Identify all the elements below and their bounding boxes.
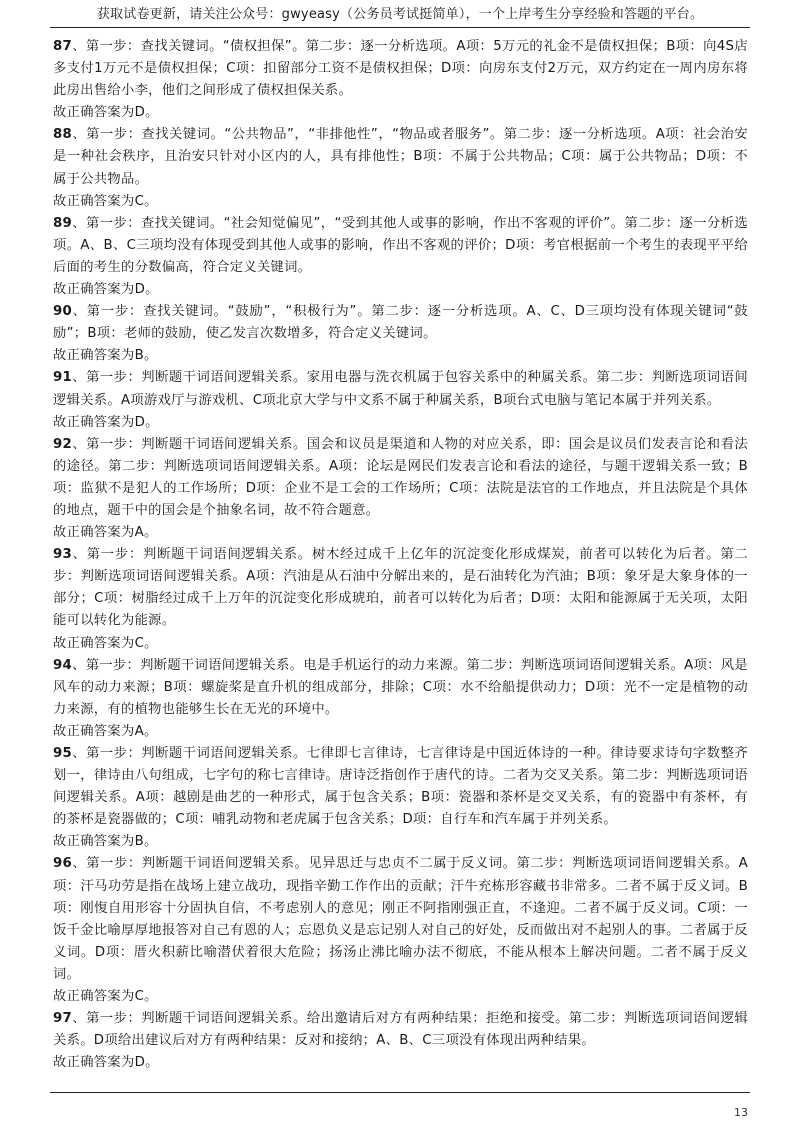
explanation-paragraph — [53, 853, 748, 986]
explanation-text: 、第一步：查找关键词。“社会知觉偏见”，“受到其他人或事的影响，作出不客观的评价”。第二步：逐一分析选项。A、B、C三项均没有体现受到其他人或事的影响，作出不客观的评价；D项：考官根据前一个考生的表现平平给后面的考生的分数偏高，符合定义关键词。 — [53, 215, 748, 275]
explanation-paragraph — [53, 301, 748, 345]
question-block-88 — [53, 124, 748, 212]
explanation-paragraph — [53, 1008, 748, 1052]
question-number: 90 — [53, 304, 73, 320]
answer-line: 故正确答案为A。 — [53, 525, 158, 541]
explanation-text: 、第一步：判断题干词语间逻辑关系。树木经过成千上亿年的沉淀变化形成煤炭，前者可以转化为后者。第二步：判断选项词语间逻辑关系。A项：汽油是从石油中分解出来的，是石油转化为汽油；B项：象牙是大象身体的一部分；C项：树脂经过成千上万年的沉淀变化形成琥珀，前者可以转化为后者；D项：太阳和能源属于无关项，太阳能可以转化为能源。 — [53, 547, 748, 629]
explanation-text: 、第一步：查找关键词。“鼓励”，“积极行为”。第二步：逐一分析选项。A、C、D三项均没有体现关键词“鼓励”；B项：老师的鼓励，使乙发言次数增多，符合定义关键词。 — [53, 304, 748, 342]
answer-explanations — [53, 36, 748, 1074]
question-block-92 — [53, 434, 748, 544]
question-block-87 — [53, 36, 748, 124]
explanation-paragraph — [53, 544, 748, 632]
explanation-text: 、第一步：判断题干词语间逻辑关系。给出邀请后对方有两种结果：拒绝和接受。第二步：判断选项词语间逻辑关系。D项给出建议后对方有两种结果：反对和接纳；A、B、C三项没有体现出两种结果。 — [53, 1011, 748, 1049]
question-block-89 — [53, 213, 748, 301]
question-number: 87 — [53, 39, 73, 54]
explanation-paragraph — [53, 434, 748, 522]
answer-line: 故正确答案为D。 — [53, 105, 159, 121]
answer-line: 故正确答案为D。 — [53, 1055, 159, 1071]
question-number: 96 — [53, 856, 73, 872]
question-block-95 — [53, 743, 748, 853]
question-block-96 — [53, 853, 748, 1008]
answer-line: 故正确答案为B。 — [53, 348, 158, 364]
header-divider — [50, 27, 750, 28]
page-number: 13 — [734, 1106, 748, 1119]
question-block-91 — [53, 367, 748, 433]
question-number: 97 — [53, 1011, 73, 1027]
answer-line: 故正确答案为A。 — [53, 723, 158, 739]
explanation-text: 、第一步：判断题干词语间逻辑关系。七律即七言律诗，七言律诗是中国近体诗的一种。律诗要求诗句字数整齐划一，律诗由八句组成，七字句的称七言律诗。唐诗泛指创作于唐代的诗。二者为交叉关系。第二步：判断选项词语间逻辑关系。A项：越剧是曲艺的一种形式，属于包含关系；B项：瓷器和茶杯是交叉关系，有的瓷器中有茶杯，有的茶杯是瓷器做的；C项：哺乳动物和老虎属于包含关系；D项：自行车和汽车属于并列关系。 — [53, 746, 748, 828]
question-number: 95 — [53, 746, 73, 761]
explanation-text: 、第一步：判断题干词语间逻辑关系。电是手机运行的动力来源。第二步：判断选项词语间逻辑关系。A项：风是风车的动力来源；B项：螺旋桨是直升机的组成部分，排除；C项：水不给船提供动力；D项：光不一定是植物的动力来源，有的植物也能够生长在无光的环境中。 — [53, 657, 748, 717]
explanation-paragraph — [53, 367, 748, 411]
explanation-text: 、第一步：查找关键词。“公共物品”，“非排他性”，“物品或者服务”。第二步：逐一分析选项。A项：社会治安是一种社会秩序，且治安只针对小区内的人，具有排他性；B项：不属于公共物品；C项：属于公共物品；D项：不属于公共物品。 — [53, 127, 748, 187]
question-number: 93 — [53, 547, 73, 563]
footer-divider — [50, 1092, 750, 1093]
question-number: 89 — [53, 215, 73, 231]
question-block-97 — [53, 1008, 748, 1074]
answer-line: 故正确答案为D。 — [53, 282, 159, 298]
question-number: 91 — [53, 370, 73, 386]
answer-line: 故正确答案为B。 — [53, 834, 158, 850]
explanation-paragraph — [53, 36, 748, 102]
question-block-94 — [53, 655, 748, 743]
explanation-text: 、第一步：判断题干词语间逻辑关系。家用电器与洗衣机属于包容关系中的种属关系。第二步：判断选项词语间逻辑关系。A项游戏厅与游戏机、C项北京大学与中文系不属于种属关系，B项台式电脑与笔记本属于并列关系。 — [53, 370, 748, 408]
explanation-paragraph — [53, 743, 748, 831]
explanation-paragraph — [53, 124, 748, 190]
answer-line: 故正确答案为C。 — [53, 989, 158, 1005]
explanation-text: 、第一步：判断题干词语间逻辑关系。见异思迁与忠贞不二属于反义词。第二步：判断选项词语间逻辑关系。A项：汗马功劳是指在战场上建立战功，现指辛勤工作作出的贡献；汗牛充栋形容藏书非常多。二者不属于反义词。B项：刚愎自用形容十分固执自信，不考虑别人的意见；刚正不阿指刚强正直，不逢迎。二者不属于反义词。C项：一饭千金比喻厚厚地报答对自己有恩的人；忘恩负义是忘记别人对自己的好处，反而做出对不起别人的事。二者属于反义词。D项：厝火积薪比喻潜伏着很大危险；扬汤止沸比喻办法不彻底，不能从根本上解决问题。二者不属于反义词。 — [53, 856, 748, 982]
answer-line: 故正确答案为C。 — [53, 635, 158, 651]
explanation-text: 、第一步：查找关键词。“债权担保”。第二步：逐一分析选项。A项：5万元的礼金不是债权担保；B项：向4S店多支付1万元不是债权担保；C项：扣留部分工资不是债权担保；D项：向房东支付2万元，双方约定在一周内房东将此房出售给小李，他们之间形成了债权担保关系。 — [53, 39, 748, 99]
explanation-paragraph — [53, 213, 748, 279]
answer-line: 故正确答案为C。 — [53, 193, 158, 209]
explanation-paragraph — [53, 655, 748, 721]
question-number: 92 — [53, 436, 73, 452]
page-header: 获取试卷更新，请关注公众号：gwyeasy（公务员考试挺简单），一个上岸考生分享经验和答题的平台。 — [96, 7, 704, 22]
question-number: 88 — [53, 127, 73, 143]
question-number: 94 — [53, 657, 73, 673]
explanation-text: 、第一步：判断题干词语间逻辑关系。国会和议员是渠道和人物的对应关系，即：国会是议员们发表言论和看法的途径。第二步：判断选项词语间逻辑关系。A项：论坛是网民们发表言论和看法的途径，与题干逻辑关系一致；B项：监狱不是犯人的工作场所；D项：企业不是工会的工作场所；C项：法院是法官的工作地点，并且法院是个具体的地点，题干中的国会是个抽象名词，故不符合题意。 — [53, 436, 748, 518]
answer-line: 故正确答案为D。 — [53, 414, 159, 430]
question-block-90 — [53, 301, 748, 367]
question-block-93 — [53, 544, 748, 654]
